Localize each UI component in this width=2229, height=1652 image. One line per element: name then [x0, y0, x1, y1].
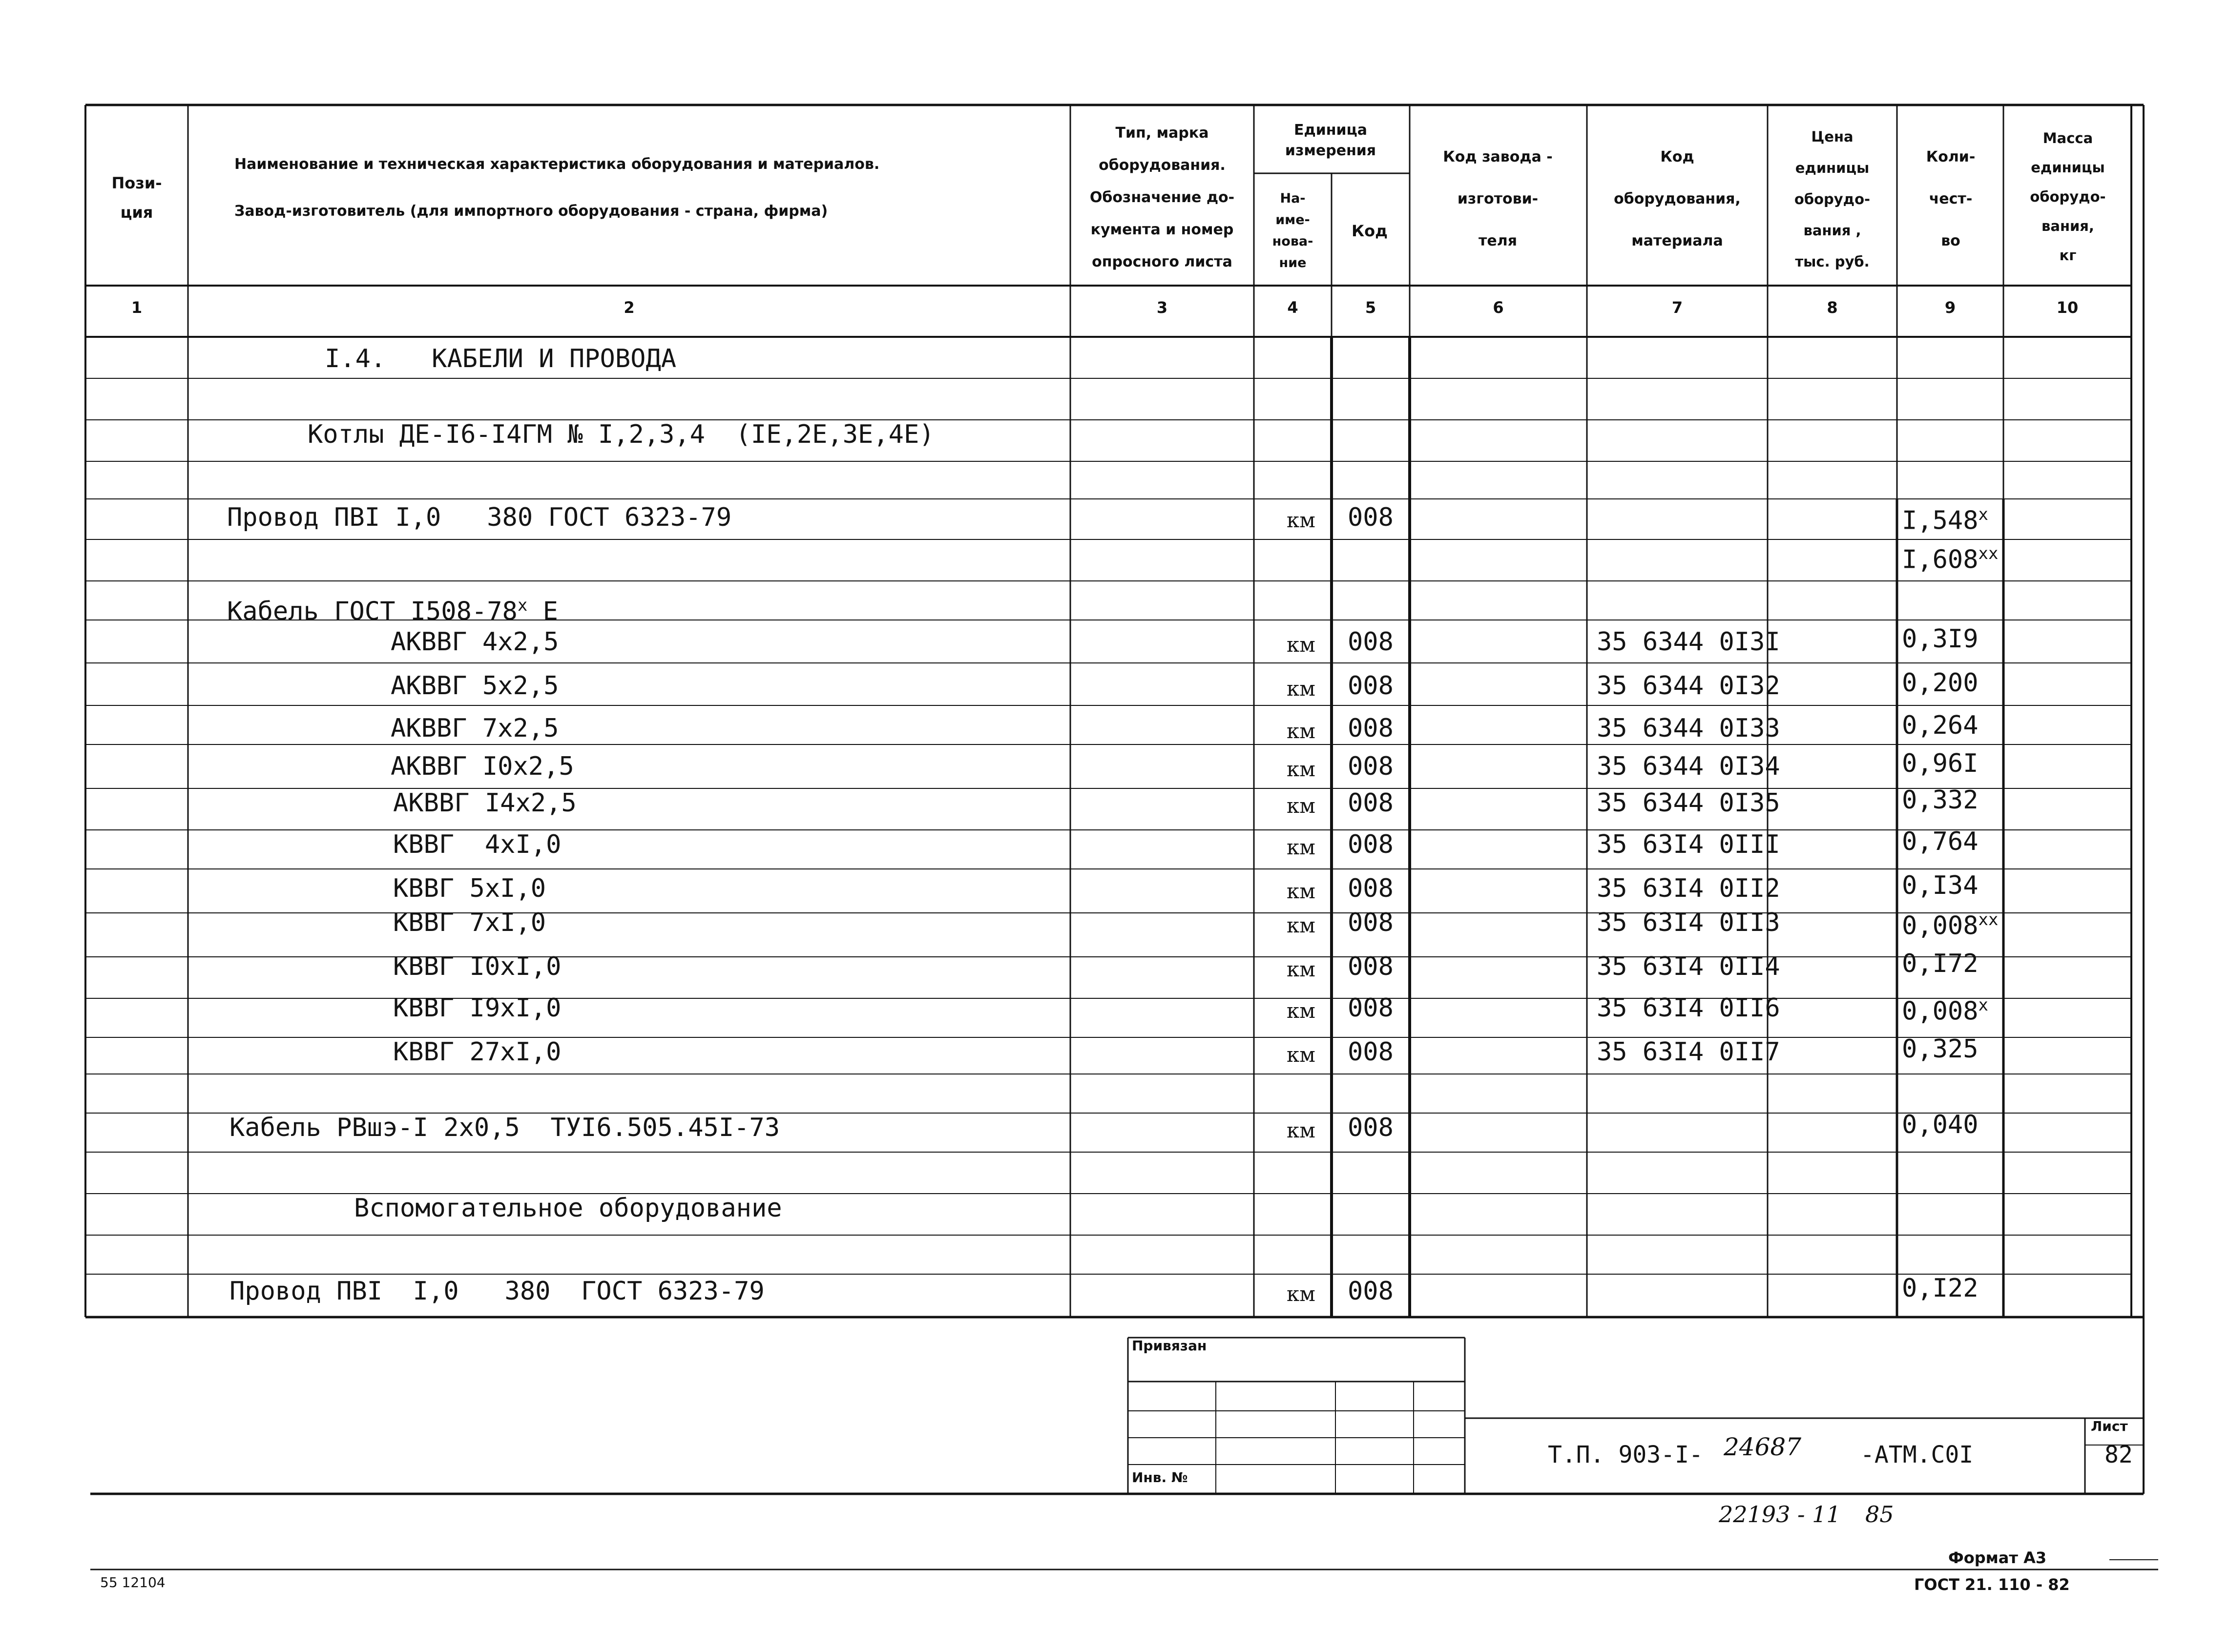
header-type: Тип, марка оборудования. Обозначение до- кумента и номер опросного листа — [1089, 124, 1235, 270]
column-number: 9 — [1944, 298, 1956, 317]
unit-name: км — [1287, 757, 1315, 781]
unit-name: км — [1287, 913, 1315, 937]
quantity: 0,200 — [1902, 668, 1979, 698]
item-name: Провод ПВI I,0 380 ГОСТ 6323-79 — [229, 1277, 765, 1306]
unit-name: км — [1287, 633, 1315, 657]
header-material-code: Код оборудования, материала — [1614, 148, 1741, 249]
item-name: КВВГ 7хI,0 — [393, 908, 546, 937]
item-name: АКВВГ 7х2,5 — [391, 714, 559, 743]
unit-code: 008 — [1348, 993, 1394, 1023]
item-name: Провод ПВI I,0 380 ГОСТ 6323-79 — [227, 503, 732, 532]
quantity: I,608$^{xx}$ — [1902, 544, 1999, 575]
archive-code: 55 12104 — [100, 1574, 166, 1590]
item-name: АКВВГ 5х2,5 — [391, 671, 559, 701]
column-number: 6 — [1493, 298, 1504, 317]
unit-code: 008 — [1348, 671, 1394, 701]
column-number: 4 — [1287, 298, 1298, 317]
column-number: 5 — [1365, 298, 1376, 317]
material-code: 35 63I4 0II6 — [1597, 993, 1780, 1023]
material-code: 35 63I4 0II2 — [1597, 874, 1780, 903]
material-code: 35 6344 0I34 — [1597, 752, 1780, 781]
header-name: Наименование и техническая характеристика оборудования и материалов. Завод-изготовитель (для импортного оборудования - страна, фирма) — [234, 156, 880, 220]
item-name: Котлы ДЕ-I6-I4ГМ № I,2,3,4 (IЕ,2Е,3Е,4Е) — [308, 420, 935, 449]
item-name: КВВГ 5хI,0 — [393, 874, 546, 903]
unit-code: 008 — [1348, 830, 1394, 859]
inventory-label: Инв. № — [1132, 1469, 1188, 1486]
unit-code: 008 — [1348, 1113, 1394, 1142]
standard-label: ГОСТ 21. 110 - 82 — [1914, 1575, 2070, 1594]
item-name: КВВГ I9хI,0 — [393, 993, 562, 1023]
material-code: 35 6344 0I32 — [1597, 671, 1780, 701]
column-number: 7 — [1671, 298, 1683, 317]
document-handwritten-number: 24687 — [1724, 1433, 1802, 1461]
item-name: КВВГ 27хI,0 — [393, 1037, 562, 1067]
quantity: 0,I22 — [1902, 1274, 1979, 1303]
footnote-mark: x — [1978, 505, 1989, 524]
quantity: 0,332 — [1902, 785, 1979, 815]
handwritten-registration-code: 22193 - 11 — [1719, 1501, 1841, 1528]
unit-code: 008 — [1348, 952, 1394, 981]
column-number: 10 — [2056, 298, 2079, 317]
item-name: I.4. КАБЕЛИ И ПРОВОДА — [325, 344, 677, 373]
item-name: АКВВГ I4х2,5 — [393, 788, 577, 818]
quantity: I,548$^x$ — [1902, 505, 1989, 536]
item-name: АКВВГ I0х2,5 — [391, 752, 574, 781]
unit-code: 008 — [1348, 908, 1394, 937]
sheet-number: 82 — [2104, 1441, 2133, 1468]
footnote-mark: xx — [1978, 910, 1999, 929]
quantity: 0,008$^x$ — [1902, 995, 1989, 1026]
item-name: АКВВГ 4х2,5 — [391, 627, 559, 657]
quantity: 0,264 — [1902, 711, 1979, 740]
unit-name: км — [1287, 879, 1315, 903]
quantity: 0,3I9 — [1902, 624, 1979, 654]
header-unit-name: На- име- нова- ние — [1272, 190, 1313, 270]
unit-name: км — [1287, 999, 1315, 1023]
unit-name: км — [1287, 1118, 1315, 1142]
document-designation-suffix: -АТМ.С0I — [1860, 1441, 1974, 1468]
column-number: 3 — [1156, 298, 1168, 317]
quantity: 0,008$^{xx}$ — [1902, 910, 1999, 941]
item-name: КВВГ I0хI,0 — [393, 952, 562, 981]
header-quantity: Коли- чест- во — [1926, 148, 1976, 249]
unit-code: 008 — [1348, 1037, 1394, 1067]
material-code: 35 6344 0I3I — [1597, 627, 1780, 657]
quantity: 0,764 — [1902, 827, 1979, 856]
sheet-label: Лист — [2091, 1418, 2128, 1434]
header-unit-group: Единица измерения — [1285, 121, 1376, 159]
footnote-mark: xx — [1978, 544, 1999, 563]
header-factory-code: Код завода - изготови- теля — [1443, 148, 1553, 249]
header-position: Пози- ция — [111, 174, 162, 222]
header-unit-price: Цена единицы оборудо- вания , тыс. руб. — [1794, 128, 1871, 270]
quantity: 0,040 — [1902, 1110, 1979, 1139]
unit-name: км — [1287, 1043, 1315, 1067]
attached-label: Привязан — [1132, 1338, 1207, 1354]
unit-name: км — [1287, 835, 1315, 859]
unit-code: 008 — [1348, 1277, 1394, 1306]
item-name: КВВГ 4хI,0 — [393, 830, 562, 859]
item-name: Кабель ГОСТ I508-78$^x$ Е — [227, 596, 558, 626]
material-code: 35 63I4 0II3 — [1597, 908, 1780, 937]
header-unit-code: Код — [1352, 221, 1388, 240]
quantity: 0,96I — [1902, 749, 1979, 778]
material-code: 35 6344 0I33 — [1597, 714, 1780, 743]
footnote-mark: x — [1978, 995, 1989, 1015]
unit-name: км — [1287, 1282, 1315, 1306]
header-mass: Масса единицы оборудо- вания, кг — [2030, 129, 2106, 264]
material-code: 35 63I4 0II4 — [1597, 952, 1780, 981]
handwritten-registration-year: 85 — [1865, 1501, 1894, 1528]
column-number: 1 — [131, 298, 143, 317]
unit-code: 008 — [1348, 503, 1394, 532]
column-number: 2 — [624, 298, 635, 317]
item-name: Вспомогательное оборудование — [354, 1194, 782, 1223]
quantity: 0,325 — [1902, 1034, 1979, 1064]
unit-name: км — [1287, 508, 1315, 532]
unit-code: 008 — [1348, 714, 1394, 743]
column-number: 8 — [1827, 298, 1838, 317]
unit-name: км — [1287, 794, 1315, 818]
format-label: Формат А3 — [1948, 1549, 2047, 1567]
document-designation-prefix: Т.П. 903-I- — [1548, 1441, 1703, 1468]
footnote-mark: x — [517, 596, 528, 615]
material-code: 35 63I4 0III — [1597, 830, 1780, 859]
material-code: 35 6344 0I35 — [1597, 788, 1780, 818]
quantity: 0,I72 — [1902, 949, 1979, 978]
unit-name: км — [1287, 677, 1315, 701]
unit-code: 008 — [1348, 788, 1394, 818]
unit-code: 008 — [1348, 752, 1394, 781]
quantity: 0,I34 — [1902, 871, 1979, 900]
material-code: 35 63I4 0II7 — [1597, 1037, 1780, 1067]
unit-code: 008 — [1348, 874, 1394, 903]
unit-name: км — [1287, 957, 1315, 981]
unit-code: 008 — [1348, 627, 1394, 657]
unit-name: км — [1287, 719, 1315, 743]
item-name: Кабель РВшэ-I 2х0,5 ТУI6.505.45I-73 — [229, 1113, 780, 1142]
